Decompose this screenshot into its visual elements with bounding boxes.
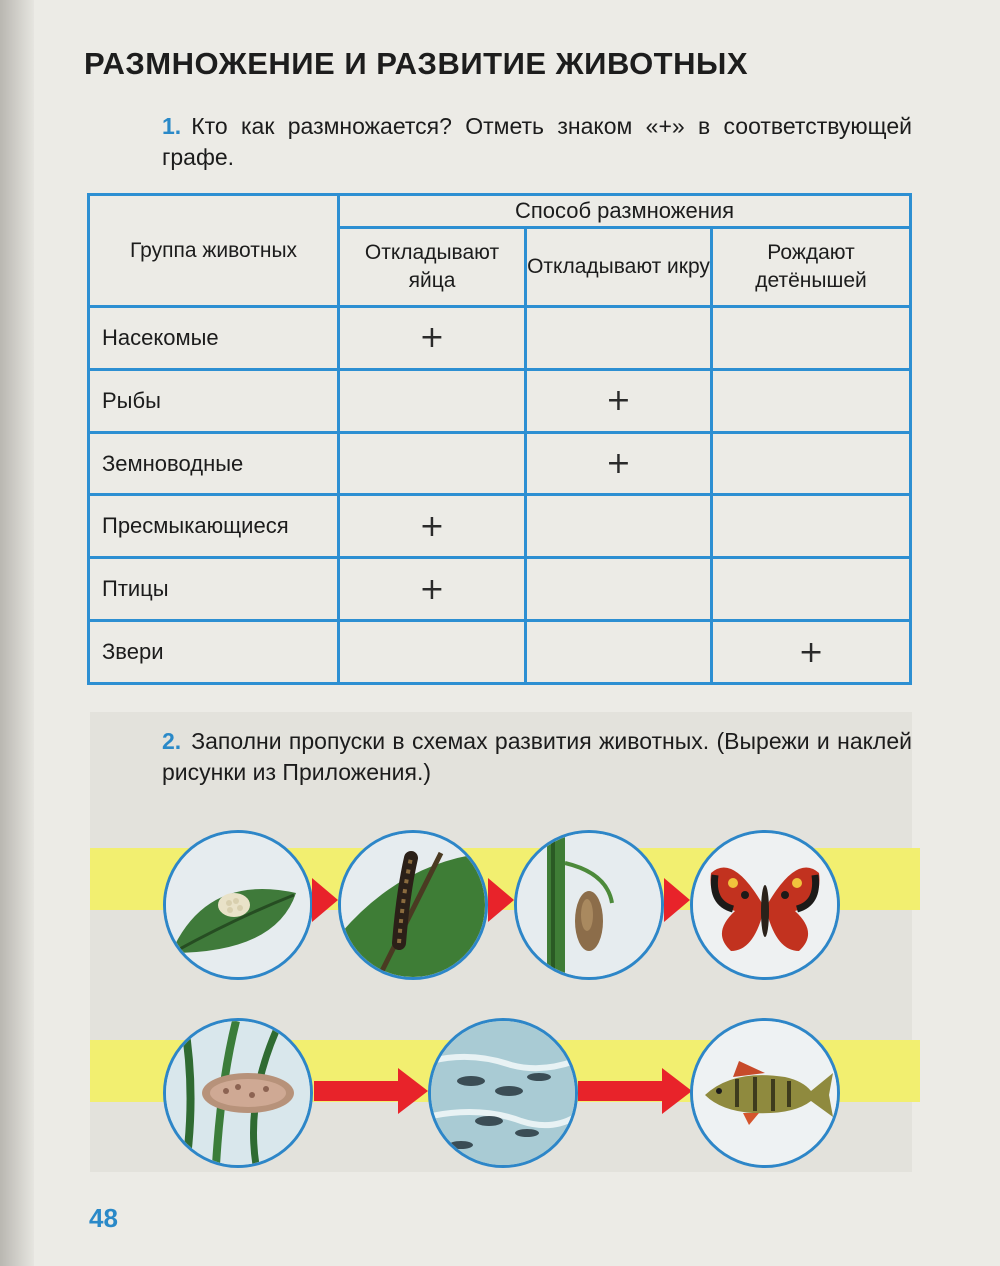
method-header: Способ размножения [339, 195, 911, 228]
page-number: 48 [89, 1203, 118, 1233]
row-label: Пресмыкающиеся [89, 495, 339, 558]
answer-cell[interactable]: + [339, 495, 526, 558]
row-label: Птицы [89, 558, 339, 621]
table-row [89, 621, 911, 684]
answer-cell[interactable] [526, 495, 712, 558]
caterpillar-image[interactable] [338, 830, 488, 980]
answer-cell[interactable] [526, 621, 712, 684]
butterfly-image[interactable] [690, 830, 840, 980]
row-label: Земноводные [89, 432, 339, 495]
page-binding-shadow [0, 0, 34, 1266]
perch-image[interactable] [690, 1018, 840, 1168]
answer-cell[interactable] [712, 307, 911, 370]
arrow-right-icon [488, 878, 514, 922]
answer-cell[interactable] [339, 369, 526, 432]
answer-cell[interactable]: + [712, 621, 911, 684]
task-2-text: Заполни пропуски в схемах развития животных. (Вырежи и наклей рисунки из Приложения.) [162, 728, 912, 785]
answer-cell[interactable]: + [526, 432, 712, 495]
answer-cell[interactable]: + [339, 558, 526, 621]
eggs-on-leaf-image[interactable] [163, 830, 313, 980]
arrow-right-icon [578, 1068, 692, 1114]
task-2 [162, 726, 912, 788]
group-header: Группа животных [89, 195, 339, 307]
row-label: Рыбы [89, 369, 339, 432]
table-row [89, 432, 911, 495]
arrow-right-icon [664, 878, 690, 922]
pupa-image[interactable] [514, 830, 664, 980]
task-1-text: Кто как размножается? Отметь знаком «+» в соответствующей графе. [162, 113, 912, 170]
table-row [89, 369, 911, 432]
answer-cell[interactable] [526, 558, 712, 621]
column-header-eggs: Откладывают яйца [339, 228, 526, 307]
fish-roe-image[interactable] [163, 1018, 313, 1168]
page-title: РАЗМНОЖЕНИЕ И РАЗВИТИЕ ЖИВОТНЫХ [84, 46, 749, 81]
fry-image[interactable] [428, 1018, 578, 1168]
answer-cell[interactable] [712, 432, 911, 495]
row-label: Звери [89, 621, 339, 684]
answer-cell[interactable] [712, 369, 911, 432]
column-header-live-birth: Рождают детёнышей [712, 228, 911, 307]
arrow-right-icon [312, 878, 338, 922]
task-1-number: 1. [162, 113, 182, 139]
task-2-number: 2. [162, 728, 182, 754]
table-row [89, 495, 911, 558]
row-label: Насекомые [89, 307, 339, 370]
column-header-roe: Откладывают икру [526, 228, 712, 307]
answer-cell[interactable] [712, 558, 911, 621]
answer-cell[interactable] [339, 621, 526, 684]
answer-cell[interactable] [712, 495, 911, 558]
answer-cell[interactable] [526, 307, 712, 370]
table-row [89, 307, 911, 370]
reproduction-table [87, 193, 912, 685]
arrow-right-icon [314, 1068, 428, 1114]
task-1 [162, 111, 912, 173]
table-row [89, 558, 911, 621]
answer-cell[interactable] [339, 432, 526, 495]
answer-cell[interactable]: + [526, 369, 712, 432]
answer-cell[interactable]: + [339, 307, 526, 370]
